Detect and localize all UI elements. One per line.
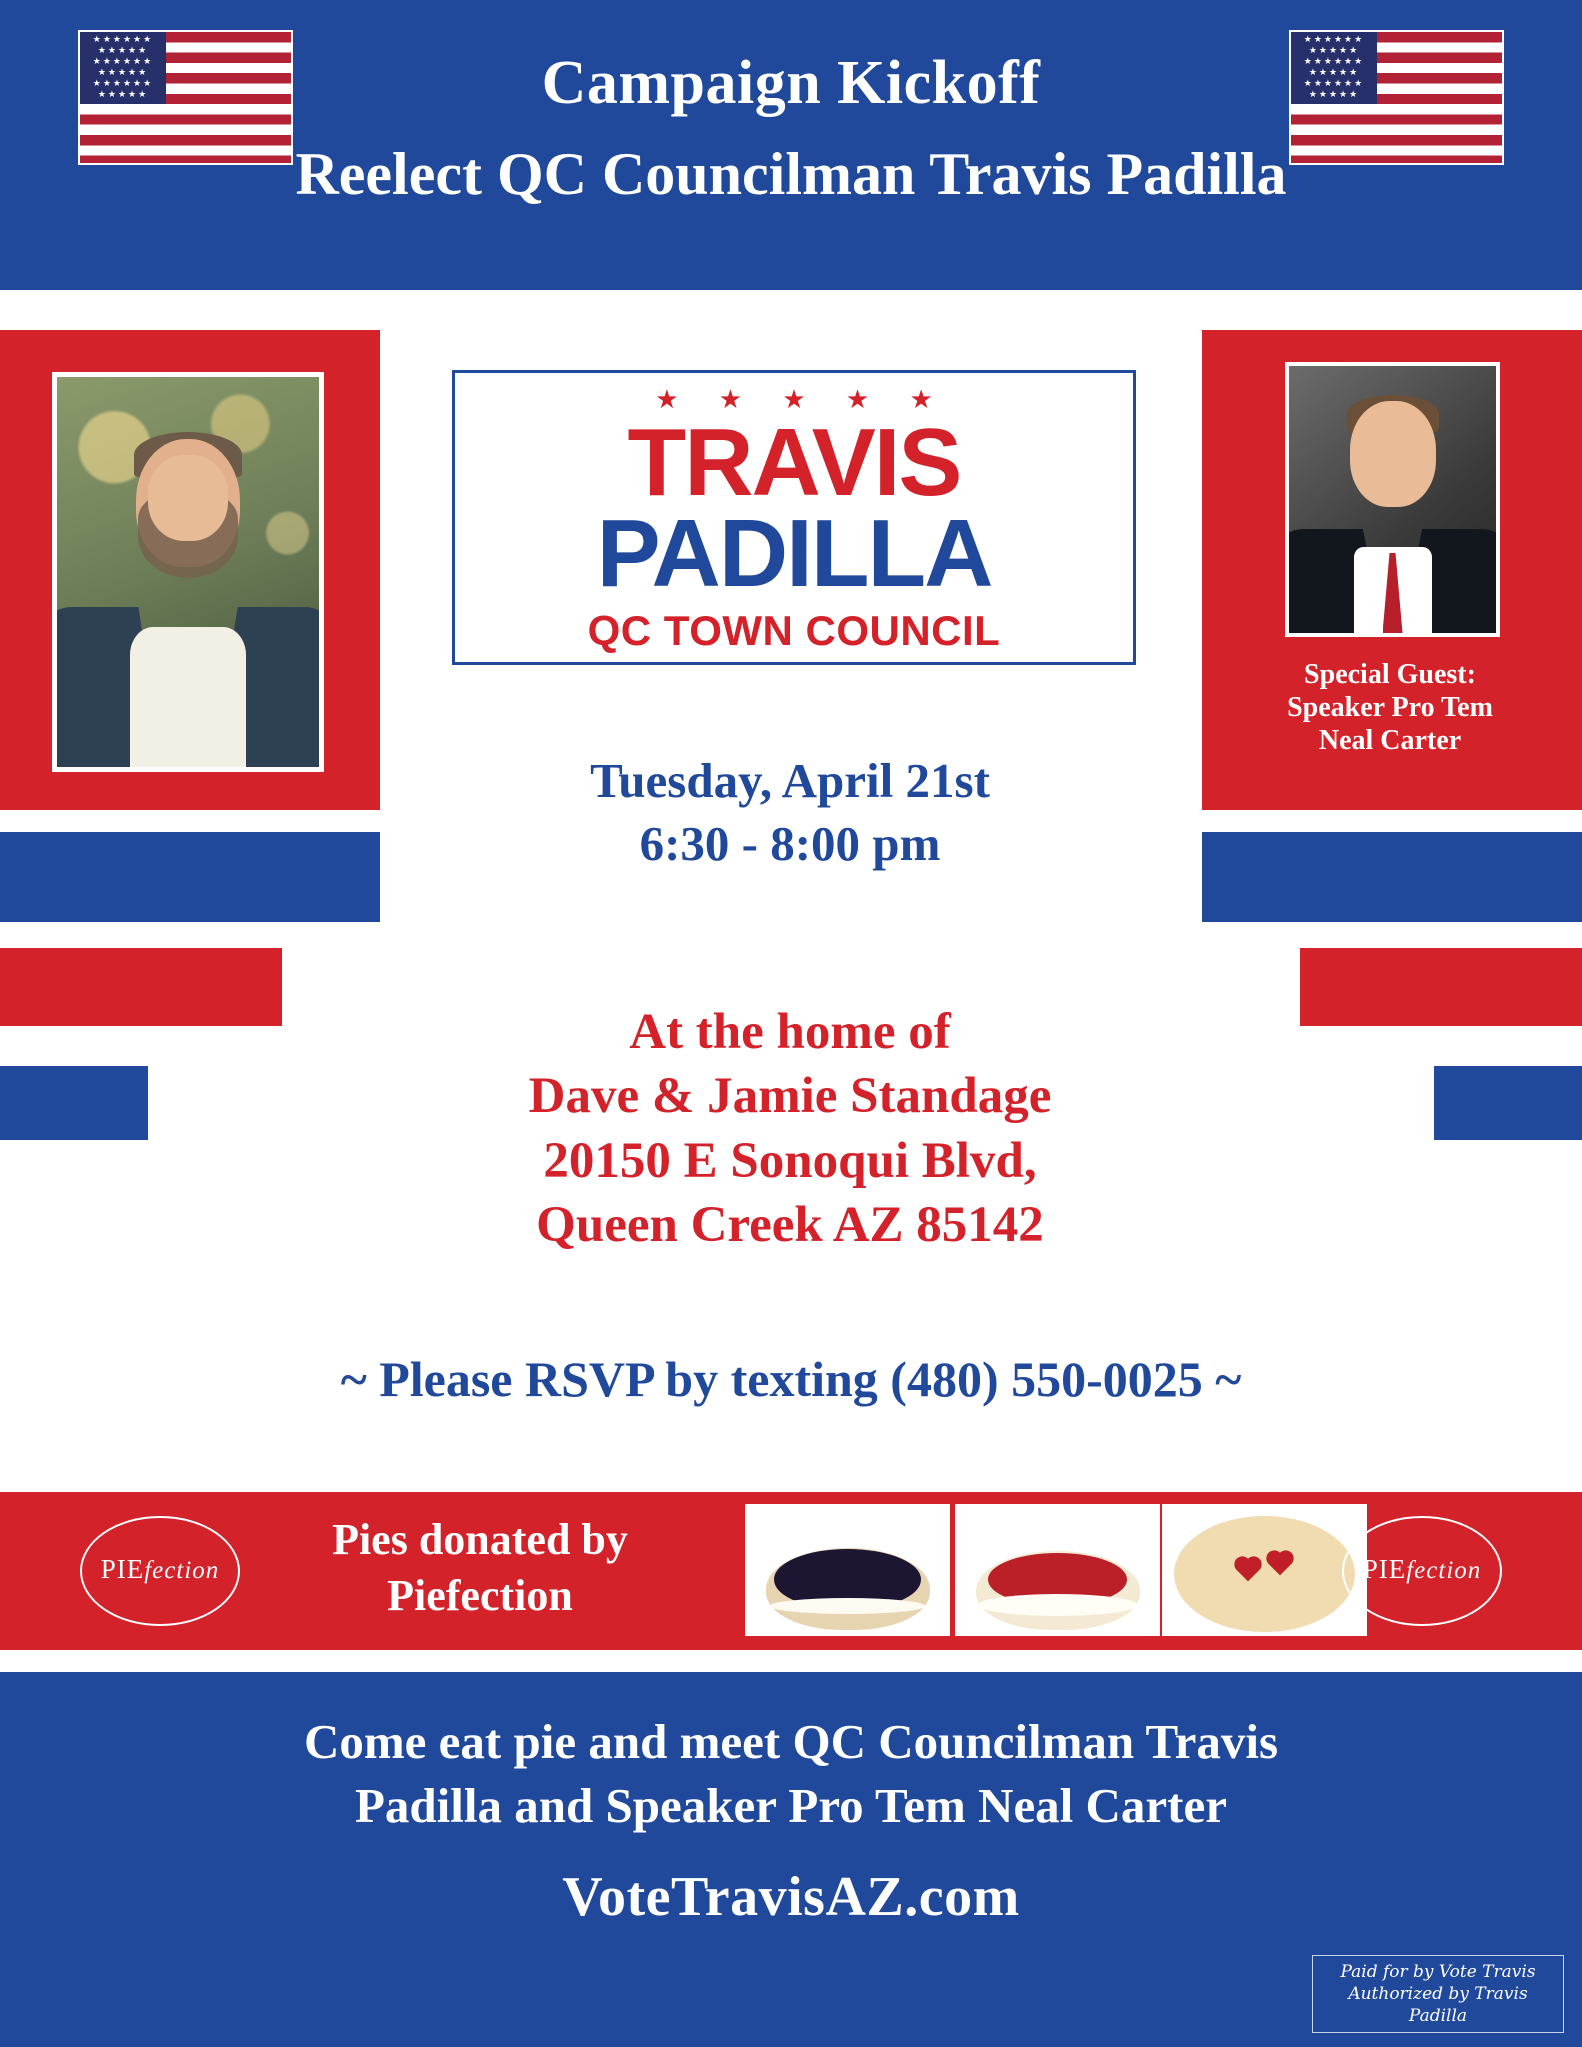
rsvp-text: ~ Please RSVP by texting (480) 550-0025 ~ (340, 1351, 1242, 1407)
stars-icon: ★ ★ ★ ★ ★ (655, 385, 949, 415)
guest-portrait-art (1289, 366, 1496, 633)
sign-office: QC TOWN COUNCIL (587, 607, 1001, 655)
strawberry-cream-pie-image (955, 1504, 1160, 1636)
event-datetime (340, 750, 1240, 875)
decor-bar-blue-right (1202, 832, 1582, 922)
head (1350, 401, 1436, 507)
location-line4: Queen Creek AZ 85142 (536, 1196, 1044, 1253)
logo-prefix: PIE (100, 1554, 145, 1584)
disclaimer-line1: Paid for by Vote Travis (1340, 1961, 1536, 1982)
pie-text-line1: Pies donated by (332, 1515, 628, 1564)
guest-caption-line2: Speaker Pro Tem (1287, 692, 1493, 724)
event-date: Tuesday, April 21st (590, 753, 990, 808)
guest-caption-line3: Neal Carter (1318, 725, 1462, 757)
page-subtitle: Reelect QC Councilman Travis Padilla (295, 141, 1287, 207)
pie-cream (770, 1598, 926, 1614)
footer-text (0, 1672, 1582, 1837)
guest-caption-line1: Special Guest: (1304, 659, 1476, 690)
guest-photo (1285, 362, 1500, 637)
pie-crust (1174, 1516, 1354, 1632)
face (148, 455, 228, 541)
footer-line2: Padilla and Speaker Pro Tem Neal Carter (355, 1777, 1227, 1833)
page-title: Campaign Kickoff (541, 49, 1041, 117)
pie-cream (978, 1594, 1138, 1616)
candidate-photo (52, 372, 324, 772)
american-flag-icon (1289, 30, 1504, 165)
event-time: 6:30 - 8:00 pm (639, 815, 941, 871)
piefection-logo-icon (80, 1516, 240, 1626)
blueberry-cream-pie-image (745, 1504, 950, 1636)
decor-bar-red-right (1300, 948, 1582, 1026)
flag-stars: ★★★★★★ ★★★★★ ★★★★★★ ★★★★★ ★★★★★★ ★★★★★ (92, 35, 154, 100)
logo-suffix: fection (1406, 1557, 1482, 1584)
location-line3: 20150 E Sonoqui Blvd, (543, 1132, 1037, 1189)
header-banner (0, 0, 1582, 290)
paid-for-disclaimer (1312, 1955, 1564, 2033)
event-location (300, 1000, 1280, 1257)
piefection-logo-icon (1342, 1516, 1502, 1626)
logo-prefix: PIE (1362, 1554, 1407, 1584)
piefection-logo-text (82, 1554, 238, 1585)
pie-text-line2: Piefection (387, 1571, 573, 1621)
footer-line1: Come eat pie and meet QC Councilman Travis (303, 1714, 1279, 1769)
campaign-website-link[interactable]: VoteTravisAZ.com (562, 1866, 1020, 1929)
location-line2: Dave & Jamie Standage (528, 1068, 1052, 1125)
campaign-sign (452, 370, 1136, 665)
flag-stars: ★★★★★★ ★★★★★ ★★★★★★ ★★★★★ ★★★★★★ ★★★★★ (1303, 35, 1365, 100)
footer-banner (0, 1672, 1582, 2047)
pie-sponsor-banner (0, 1492, 1582, 1650)
guest-caption (1254, 658, 1526, 757)
decor-bar-blue-right-2 (1434, 1066, 1582, 1140)
decor-bar-blue-left (0, 832, 380, 922)
sign-last-name: PADILLA (596, 500, 992, 608)
piefection-logo-text (1344, 1554, 1500, 1585)
decor-bar-red-left (0, 948, 282, 1026)
logo-suffix: fection (144, 1557, 220, 1584)
american-flag-icon (78, 30, 293, 165)
disclaimer-line2: Authorized by Travis Padilla (1348, 1983, 1528, 2026)
lattice-crust-pie-image (1162, 1504, 1367, 1636)
location-line1: At the home of (629, 1004, 951, 1060)
sign-first-name: TRAVIS (627, 409, 961, 516)
pie-sponsor-text (230, 1512, 730, 1625)
shirt (130, 627, 246, 767)
decor-bar-blue-left-2 (0, 1066, 148, 1140)
candidate-portrait-art (57, 377, 319, 767)
